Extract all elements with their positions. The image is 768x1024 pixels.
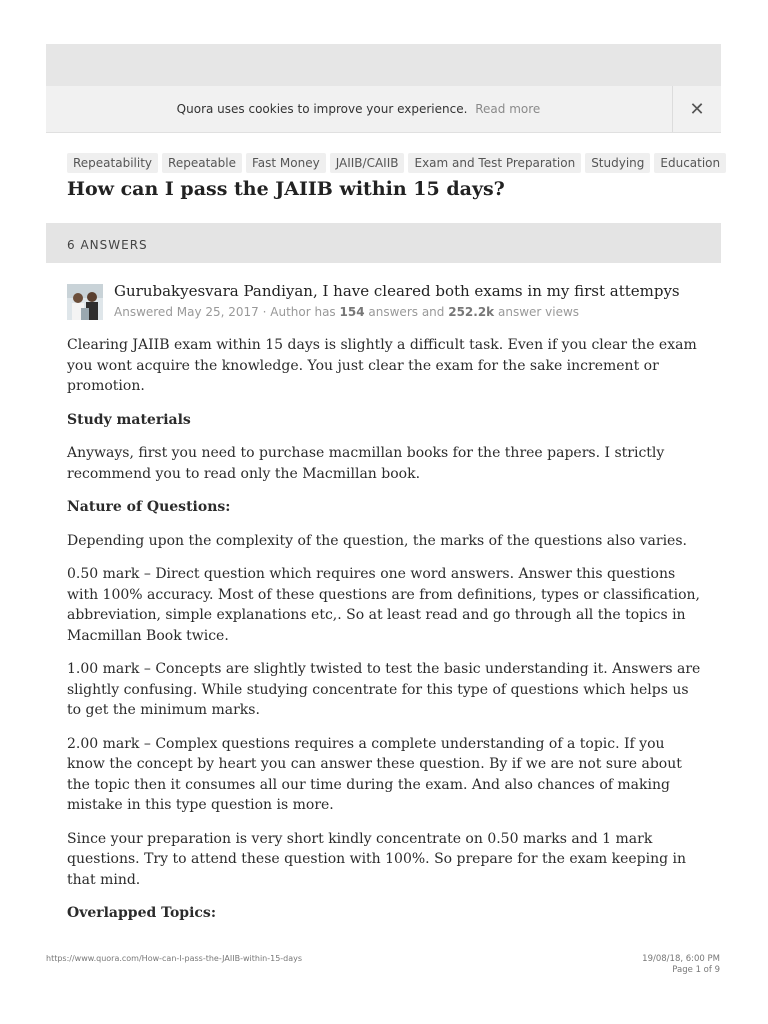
answer-paragraph: Since your preparation is very short kindly concentrate on 0.50 marks and 1 mark questions. Try to attend these question with 100%. So prepare for the exam keeping in that mind. (67, 830, 687, 888)
page-number: Page 1 of 9 (672, 965, 720, 975)
footer-meta (642, 954, 720, 976)
views-stat: 252.2k (448, 305, 495, 319)
section-heading: Nature of Questions: (67, 499, 231, 515)
answer-paragraph: Depending upon the complexity of the question, the marks of the questions also varies. (67, 532, 687, 549)
avatar[interactable] (67, 284, 103, 320)
answers-count: 6 ANSWERS (67, 238, 148, 252)
print-datetime: 19/08/18, 6:00 PM (642, 954, 720, 964)
answers-stat: 154 (339, 305, 365, 319)
section-heading: Study materials (67, 411, 191, 428)
question-title[interactable]: How can I pass the JAIIB within 15 days? (67, 178, 505, 200)
topic-tag[interactable]: Exam and Test Preparation (408, 153, 581, 173)
section-heading: Overlapped Topics: (67, 905, 216, 921)
cookie-read-more-link[interactable]: Read more (475, 102, 541, 116)
close-icon[interactable]: ✕ (672, 86, 721, 132)
cookie-text: Quora uses cookies to improve your experience. (176, 102, 468, 116)
answer-paragraph: Anyways, first you need to purchase macmillan books for the three papers. I strictly recommend you to read only the Macmillan book. (67, 445, 665, 482)
answer-paragraph: 0.50 mark – Direct question which requires one word answers. Answer this questions with 100% accuracy. Most of these questions are from definitions, types or classification, abbreviation, simple explanations etc,. So at least read and go through all the topics in Macmillan Book twice. (67, 566, 701, 644)
topic-tag[interactable]: Education (654, 153, 726, 173)
header-band (46, 44, 721, 86)
topic-tag[interactable]: JAIIB/CAIIB (330, 153, 405, 173)
topic-tag[interactable]: Repeatable (162, 153, 242, 173)
answer-body (67, 335, 703, 937)
topic-tags (67, 152, 730, 173)
answer-meta: Answered May 25, 2017 · Author has 154 answers and 252.2k answer views (114, 305, 580, 319)
answer-paragraph: 1.00 mark – Concepts are slightly twisted to test the basic understanding it. Answers are slightly confusing. While studying concentrate for this type of questions which helps us to get the minimum marks. (67, 661, 701, 718)
answer-paragraph: Clearing JAIIB exam within 15 days is slightly a difficult task. Even if you clear the exam you wont acquire the knowledge. You just clear the exam for the sake increment or promotion. (67, 337, 697, 394)
answers-header (46, 223, 721, 263)
topic-tag[interactable]: Fast Money (246, 153, 326, 173)
quora-page (46, 44, 721, 921)
footer-url: https://www.quora.com/How-can-I-pass-the-JAIIB-within-15-days (46, 954, 303, 963)
answer-paragraph: 2.00 mark – Complex questions requires a complete understanding of a topic. If you know the concept by heart you can answer these question. By if we are not sure about the topic then it consumes all our time during the exam. And also chances of making mistake in this type question is more. (67, 735, 682, 813)
author-credential[interactable]: Gurubakyesvara Pandiyan, I have cleared both exams in my first attempys (114, 282, 680, 300)
topic-tag[interactable]: Repeatability (67, 153, 158, 173)
topic-tag[interactable]: Studying (585, 153, 650, 173)
cookie-banner (46, 86, 721, 133)
